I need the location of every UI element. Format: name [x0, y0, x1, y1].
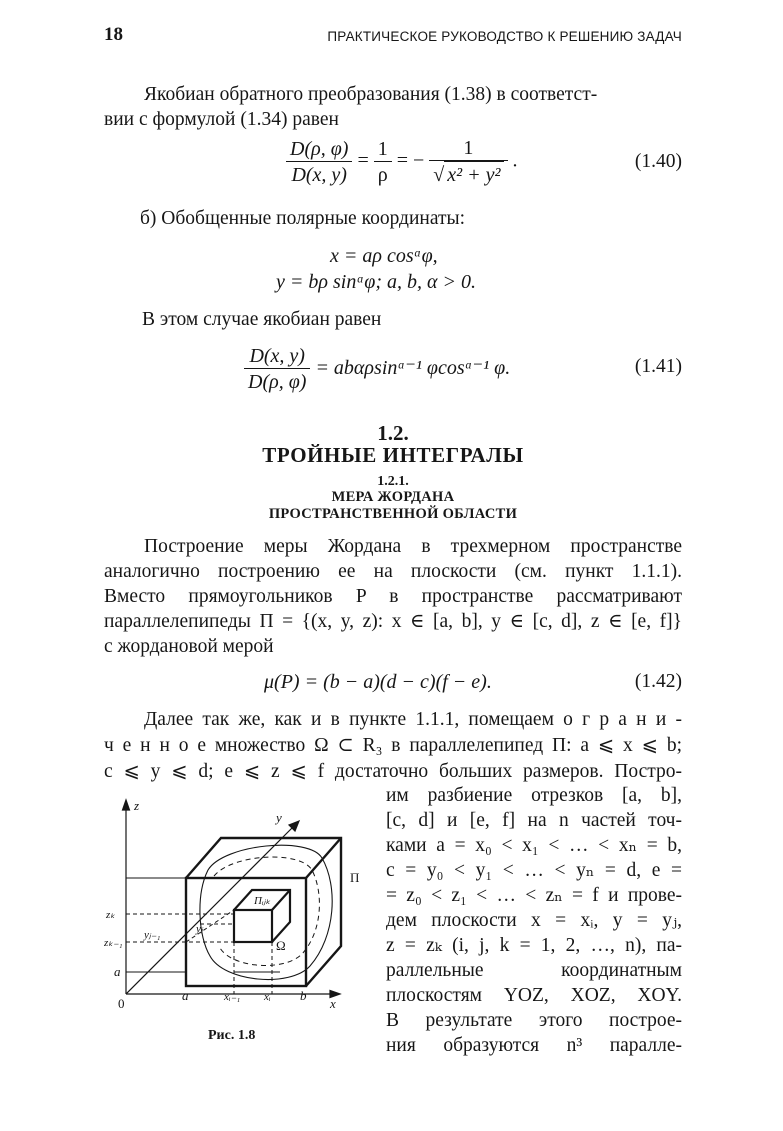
para3-line1: Далее так же, как и в пункте 1.1.1, помещаем о г р а н и - — [144, 709, 682, 730]
label-b: b — [300, 988, 307, 1003]
wrap-line11: ния образуются n³ паралле- — [386, 1035, 682, 1056]
eq142-number: (1.42) — [634, 671, 682, 692]
wrap-line3: ками a = x₀ < x₁ < … < xₙ = b, — [386, 835, 682, 856]
eq140-lhs-den: D(x, y) — [291, 163, 347, 186]
label-z: z — [134, 798, 140, 813]
region-omega-curve — [200, 845, 332, 979]
z-axis-arrow — [123, 800, 130, 810]
label-y: y — [276, 810, 282, 825]
para3-line3: c ⩽ y ⩽ d; e ⩽ z ⩽ f достаточно больших размеров. Постро- — [104, 761, 682, 782]
wrap-line1: им разбиение отрезков [a, b], — [386, 785, 682, 806]
para2-line2: аналогично построению ее на плоскости (см. пункт 1.1.1). — [104, 561, 682, 582]
page-number: 18 — [104, 24, 123, 45]
wrap-line8: раллельные координатным — [386, 960, 682, 981]
eq141-number: (1.41) — [634, 356, 682, 377]
label-origin: 0 — [118, 996, 125, 1011]
eq140-lhs-num: D(ρ, φ) — [286, 137, 352, 162]
gpc-line1: x = aρ cosᵅφ, — [330, 245, 438, 267]
section-number: 1.2. — [377, 421, 409, 445]
para2-line4: параллелепипеды Π = {(x, y, z): x ∈ [a, b], y ∈ [c, d], z ∈ [e, f]} — [104, 611, 682, 632]
eq141-lhs-den: D(ρ, φ) — [248, 371, 307, 393]
figure-caption: Рис. 1.8 — [208, 1028, 256, 1043]
eq140-rhs-num: 1 — [429, 136, 507, 161]
eq140-rhs-den-wrap: √ x² + y² — [429, 161, 507, 188]
para2-line5: с жордановой мерой — [104, 636, 274, 657]
label-a-bottom: a — [182, 988, 189, 1003]
wrap-line10: В результате этого построе- — [386, 1010, 682, 1031]
label-xi: xᵢ — [264, 991, 271, 1003]
section-title: ТРОЙНЫЕ ИНТЕГРАЛЫ — [262, 443, 524, 467]
region-omega-hidden-curve — [214, 857, 319, 965]
outer-parallelepiped — [186, 838, 341, 986]
eq141-lhs-num: D(x, y) — [244, 344, 310, 369]
label-zk1: zₖ₋₁ — [104, 937, 123, 949]
subsection-title-line2: ПРОСТРАНСТВЕННОЙ ОБЛАСТИ — [268, 506, 518, 522]
para-case: В этом случае якобиан равен — [142, 309, 382, 330]
equation-1-40: $\frac{D(\rho, \varphi)}{D(x, y)}$ = $\frac{1}{\rho}$ = − $\frac{1}{\text{√ x² + y²}}$ . — [286, 136, 518, 188]
eq140-number: (1.40) — [634, 151, 682, 172]
wrap-line7: z = zₖ (i, j, k = 1, 2, …, n), па- — [386, 935, 682, 956]
label-yj: yⱼ — [196, 923, 203, 935]
label-pi: Π — [350, 870, 360, 885]
eq140-lhs — [286, 137, 352, 188]
wrap-line4: c = y₀ < y₁ < … < yₙ = d, e = — [386, 860, 682, 881]
label-omega: Ω — [276, 938, 286, 953]
wrap-line5: = z₀ < z₁ < … < zₙ = f и прове- — [386, 885, 682, 906]
label-xi1: xᵢ₋₁ — [224, 991, 241, 1003]
equation-1-42: μ(P) = (b − a)(d − c)(f − e). — [264, 671, 492, 693]
para2-line1: Построение меры Жордана в трехмерном пространстве — [144, 536, 682, 557]
para1-line2: вии с формулой (1.34) равен — [104, 109, 339, 130]
wrap-line6: дем плоскости x = xᵢ, y = yⱼ, — [386, 910, 682, 931]
running-title: ПРАКТИЧЕСКОЕ РУКОВОДСТВО К РЕШЕНИЮ ЗАДАЧ — [327, 29, 682, 44]
para2-line3: Вместо прямоугольников P в пространстве рассматривают — [104, 586, 682, 607]
eq140-rhs-den: x² + y² — [444, 161, 503, 188]
para1-line1: Якобиан обратного преобразования (1.38) в соответст- — [144, 84, 598, 105]
label-zk: zₖ — [106, 909, 115, 921]
label-a-left: a — [114, 964, 121, 979]
subsection-number: 1.2.1. — [377, 474, 409, 489]
wrap-line2: [c, d] и [e, f] на n частей точ- — [386, 810, 682, 831]
para-b: б) Обобщенные полярные координаты: — [140, 208, 466, 229]
label-pi-ijk: Πᵢⱼₖ — [254, 895, 271, 907]
subsection-title-line1: МЕРА ЖОРДАНА — [331, 489, 455, 505]
para3-line2: ч е н н о е множество Ω ⊂ R₃ в параллелепипед Π: a ⩽ x ⩽ b; — [104, 735, 682, 756]
eq141-lhs — [244, 344, 310, 395]
label-yj1: yⱼ₋₁ — [144, 929, 161, 941]
label-x: x — [330, 996, 336, 1011]
gpc-line2: y = bρ sinᵅφ; a, b, α > 0. — [276, 271, 476, 293]
eq140-mid-den: ρ — [377, 163, 388, 186]
wrap-column — [386, 0, 682, 1131]
eq140-mid-num: 1 — [374, 137, 392, 162]
figure-1-8 — [104, 796, 376, 1016]
eq141-rhs: = abαρsinᵅ⁻¹ φcosᵅ⁻¹ φ. — [315, 357, 511, 380]
wrap-line9: плоскостям YOZ, XOZ, XOY. — [386, 985, 682, 1006]
